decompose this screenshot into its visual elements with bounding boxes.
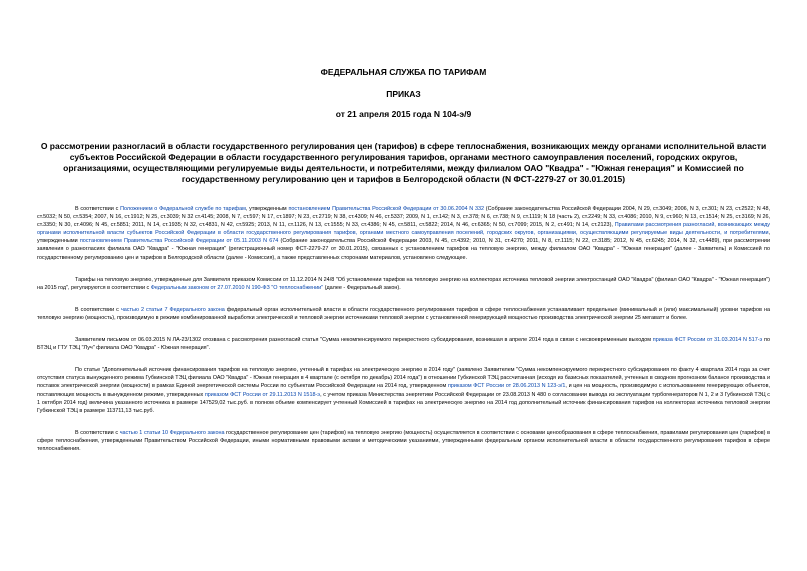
text: по БТЭЦ и ГТУ ТЭЦ "Луч" филиала ОАО "Квадра" - Южная генерация". xyxy=(37,337,770,352)
link-federal-law-190[interactable]: Федеральным законом от 27.07.2010 N 190-ФЗ "О теплоснабжении" xyxy=(150,284,324,291)
paragraph-1 xyxy=(37,205,770,262)
link-fst-regulation[interactable]: Положением о Федеральной службе по тарифам xyxy=(120,206,246,212)
link-article-7-part-2[interactable]: частью 2 статьи 7 Федерального закона xyxy=(120,306,225,313)
link-fst-order-123[interactable]: приказом ФСТ России от 28.06.2013 N 123-э/1 xyxy=(447,383,566,390)
link-disagreement-rules[interactable]: Правилами рассмотрения разногласий, возникающих между органами исполнительной власти субъектов Российской Федерации в области государственного регулирования тарифов, органами местного самоуправления поселений, городских округов, организациями, осуществляющими регулируемые виды деятельности, и потребителями xyxy=(37,222,770,237)
text: , с учетом приказа Министерства энергетики Российской Федерации от 23.08.2013 N 480 о согласовании вывода из эксплуатации турбогенераторов N 1, 2 и 3 Губкинской ТЭЦ с 1 октября 2014 год) величина указанного источника в размере 147529,02 тыс.руб. в полном объеме компенсирует учтенный Комиссией в тарифах на электрическую энергию на 2014 год дополнительный источник финансирования тарифов на коллекторах источника тепловой энергии Губкинской ТЭЦ в размере 113711,13 тыс.руб. xyxy=(37,391,770,414)
text: В соответствии с xyxy=(75,429,120,436)
text: (Собрание законодательства Российской Федерации 2003, N 45, ст.4392; 2010, N 31, ст.4270; 2011, N 8, ст.1115; N 22, ст.3185; 2012, N 45, ст.6245; 2014, N 32, ст.4489), при рассмотрении заявления о разногласиях филиала ОАО "Квадра" - "Южная генерация" (регистрационный номер ФСТ-2279-27 от 30.01.2015), связанных с установлением тарифов на тепловую энергию, между филиалом ОАО "Квадра" - "Южная генерация" (далее - Заявитель) и Комиссией по государственному регулированию цен и тарифов в Белгородской области (далее - Комиссия), а также представленных сторонами материалов, установлено следующее. xyxy=(37,238,770,261)
document-type: ПРИКАЗ xyxy=(386,89,421,99)
text: , утвержденными xyxy=(37,230,770,245)
link-article-10-part-1[interactable]: частью 1 статьи 10 Федерального закона xyxy=(119,429,225,436)
paragraph-2 xyxy=(37,276,770,292)
paragraph-5 xyxy=(37,366,770,415)
paragraph-3 xyxy=(37,306,770,322)
text: федеральный орган исполнительной власти в области государственного регулирования тарифов в сфере теплоснабжения устанавливает предельные (минимальный и (или) максимальный) уровни тарифов на тепловую энергию (мощность), производимую в режиме комбинированной выработки электрической и тепловой энергии источниками тепловой энергии с установленной генерирующей мощностью производства электрической энергии 25 мегаватт и более. xyxy=(37,306,770,321)
link-government-resolution-332[interactable]: постановлением Правительства Российской Федерации от 30.06.2004 N 332 xyxy=(288,206,485,212)
text: Тарифы на тепловую энергию, утвержденные для Заявителя приказом Комиссии от 11.12.2014 N 24/8 "Об установлении тарифов на тепловую энергию на коллекторах источника тепловой энергии электростанций ОАО "Квадра" (филиал ОАО "Квадра" - "Южная генерация") на 2015 год", регулируются в соответствии с xyxy=(37,276,770,291)
text: , утвержденным xyxy=(245,206,289,212)
document-subject: О рассмотрении разногласий в области государственного регулирования цен (тарифов) в сфере теплоснабжения, возникающих между органами исполнительной власти субъектов Российской Федерации в области государственного регулирования тарифов, органами местного самоуправления поселений, городских округов, организациями, осуществляющими регулируемые виды деятельности, и потребителями, между филиалом ОАО "Квадра" - "Южная генерация" и Комиссией по государственному регулированию цен и тарифов в Белгородской области (N ФСТ-2279-27 от 30.01.2015) xyxy=(40,141,767,184)
text: (Собрание законодательства Российской Федерации 2004, N 29, ст.3049; 2006, N 3, ст.301; N 23, ст.2522; N 48, ст.5032; N 50, ст.5354; 2007, N 16, ст.1912; N 25, ст.3039; N 32 ст.4145; 2008, N 7, ст.597; N 17, ст.1897; N 23, ст.2719; N 38, ст.4309; N 46, ст.5337; 2009, N 1, ст.142; N 3, ст.378; N 6, ст.738; N 9, ст.1119; N 18 (часть 2), ст.2249; N 33, ст.4086; 2010, N 9, ст.960; N 13, ст.1514; N 25, ст.3169; N 26, ст.3350; N 30, ст.4096; N 45, ст.5851; 2011, N 14, ст.1935; N 32, ст.4831, N 42, ст.5925; 2013, N 11, ст.1126, N 13, ст.1555; N 33, ст.4386; N 45, ст.5811, ст.5822; 2014, N 46, ст.6365; N 50, ст.7099; 2015, N 2, ст.491; N 14, ст.2123), xyxy=(37,206,770,229)
text: государственное регулирование цен (тарифов) на тепловую энергию (мощность) осуществляется в соответствии с основами ценообразования в сфере теплоснабжения, правилами регулирования цен (тарифов) в сфере теплоснабжения, утвержденными Правительством Российской Федерации, иными нормативными правовыми актами и методическими указаниями, утвержденными федеральным органом исполнительной власти в области государственного регулирования тарифов в сфере теплоснабжения. xyxy=(37,429,771,452)
text: В соответствии с xyxy=(75,206,121,212)
link-government-resolution-674[interactable]: постановлением Правительства Российской Федерации от 05.11.2003 N 674 xyxy=(79,238,279,245)
paragraph-4 xyxy=(37,336,770,352)
text: По статье "Дополнительный источник финансирования тарифов на тепловую энергию, учтенный в тарифах на электрическую энергию в 2014 году" (заявлено Заявителем "Сумма некомпенсируемого перекрестного субсидирования по факту 4 квартала 2014 года за счет отсутствия статуса вынужденного режима Губкинской ТЭЦ филиала ОАО "Квадра" - Южная генерация в 4 квартале (с октября по декабрь) 2014 года") в отношении Губкинской ТЭЦ рассчитанная (исходя из базисных показателей, учтенных в сводном прогнозном балансе производства и поставок электрической энергии (мощности) в рамках Единой энергетической системы России по субъектам Российской Федерации на 2014 год, утвержденном xyxy=(37,367,770,390)
document-date-number: от 21 апреля 2015 года N 104-э/9 xyxy=(335,109,472,119)
paragraph-6 xyxy=(37,429,770,453)
link-fst-order-1518[interactable]: приказом ФСТ России от 29.11.2013 N 1518-э xyxy=(204,391,321,398)
text: В соответствии с xyxy=(75,306,121,313)
text: , и цен на мощность, производимую с использованием генерирующих объектов, поставляющих мощность в вынужденном режиме, утвержденных xyxy=(37,383,770,398)
agency-name: ФЕДЕРАЛЬНАЯ СЛУЖБА ПО ТАРИФАМ xyxy=(320,67,487,77)
link-fst-order-517[interactable]: приказа ФСТ России от 31.03.2014 N 517-э xyxy=(652,337,763,344)
text: Заявителем письмом от 06.03.2015 N ЛА-23/1302 отозвана с рассмотрения разногласий статья "Сумма некомпенсируемого перекрестного субсидирования, возникшая в апреле 2014 года в связи с несвоевременным выходом xyxy=(75,337,653,344)
text: (далее - Федеральный закон). xyxy=(323,284,401,291)
